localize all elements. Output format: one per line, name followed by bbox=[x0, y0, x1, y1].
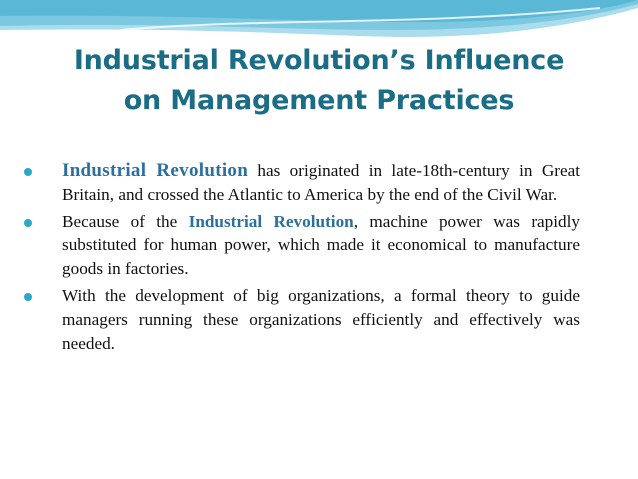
bullet-icon bbox=[24, 219, 32, 227]
bullet-icon bbox=[24, 168, 32, 176]
bullet-2-after: , machine power was rapidly substituted for human power, which made it economical to manufacture goods in factories. bbox=[62, 211, 581, 279]
bullet-1-highlight: Industrial Revolution bbox=[62, 160, 249, 181]
bullet-item-2 bbox=[24, 210, 580, 281]
bullet-3-text: With the development of big organizations, a formal theory to guide managers running these organizations efficiently and effectively was needed. bbox=[62, 285, 580, 353]
title-line-2: on Management Practices bbox=[123, 85, 515, 116]
title-line-1: Industrial Revolution’s Influence bbox=[73, 45, 565, 76]
bullet-2-highlight: Industrial Revolution bbox=[188, 211, 354, 231]
page-title bbox=[20, 41, 618, 121]
bullet-list bbox=[24, 159, 580, 358]
bullet-2-before: Because of the bbox=[62, 211, 189, 231]
bullet-icon bbox=[24, 293, 32, 301]
bullet-item-3 bbox=[24, 284, 580, 355]
bullet-item-1 bbox=[24, 159, 580, 207]
bullet-1-text: has originated in late-18th-century in Great Britain, and crossed the Atlantic to America by the end of the Civil War. bbox=[62, 161, 580, 204]
